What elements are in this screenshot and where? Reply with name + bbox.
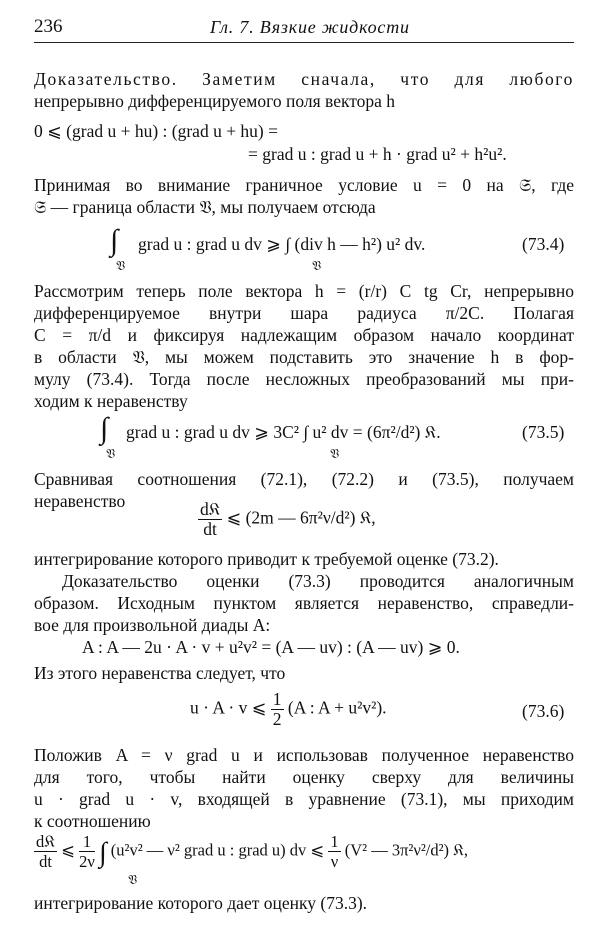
equation-line: $\frac{\text{d𝔎}}{dt}$ ⩽ $\frac{1}{2\nu}$ ∫ (u²v² — ν² grad u : grad u) dv ⩽ $\frac{1}{\nu}$ (V² — 3π²ν²/d²) 𝔎, <box>36 832 469 871</box>
page-number: 236 <box>34 16 63 37</box>
equation-line: $\frac{\text{d𝔎}}{dt}$ ⩽ (2m — 6π²ν/d²) 𝔎, <box>200 499 376 539</box>
integral-sign: ∫ <box>100 412 109 445</box>
chapter-title: Гл. 7. Вязкие жидкости <box>210 17 410 37</box>
text-line: Сравнивая соотношения (72.1), (72.2) и (73.5), получаем <box>34 469 574 489</box>
integral-domain: 𝔙 <box>116 258 126 273</box>
text-line: Доказательство оценки (73.3) проводится аналогичным <box>62 571 574 591</box>
fraction: $\frac{\text{d𝔎}}{dt}$ <box>200 499 221 539</box>
text-line: интегрирование которого приводит к требуемой оценке (73.2). <box>34 549 499 569</box>
fraction: $\frac{1}{\nu}$ <box>330 832 339 871</box>
equation-line: u · A · v ⩽ $\frac{1}{2}$ (A : A + u²v²). <box>190 689 387 729</box>
text-line: Принимая во внимание граничное условие u = 0 на 𝔖, где <box>34 175 574 195</box>
text-line: Рассмотрим теперь поле вектора h = (r/r) C tg Cr, непрерывно <box>34 281 574 301</box>
equation-line: grad u : grad u dv ⩾ 3C² ∫ u² dv = (6π²/d²) 𝔎. <box>126 422 441 442</box>
text-line: непрерывно дифференцируемого поля вектора h <box>34 91 396 111</box>
equation-number: (73.4) <box>522 234 565 254</box>
running-header <box>34 12 574 43</box>
integral-sign: ∫ <box>98 837 107 869</box>
equation-line: = grad u : grad u + h · grad u² + h²u². <box>248 144 507 164</box>
text-line: для того, чтобы найти оценку сверху для величины <box>34 767 574 787</box>
equation-line: A : A — 2u · A · v + u²v² = (A — uv) : (A — uv) ⩾ 0. <box>82 637 460 657</box>
text-line: вое для произвольной диады A: <box>34 615 271 635</box>
text-line: Доказательство. Заметим сначала, что для любого <box>34 69 574 89</box>
integral-sign: ∫ <box>110 224 119 257</box>
text-line: интегрирование которого дает оценку (73.3). <box>34 893 368 913</box>
text-line: в области 𝔙, мы можем подставить это значение h в фор- <box>34 347 574 367</box>
text-line: мулу (73.4). Тогда после несложных преобразований мы при- <box>34 369 574 389</box>
fraction: $\frac{\text{d𝔎}}{dt}$ <box>36 832 56 871</box>
text-line: C = π/d и фиксируя надлежащим образом начало координат <box>34 325 574 345</box>
equation-number: (73.5) <box>522 422 565 442</box>
fraction: $\frac{1}{2\nu}$ <box>79 832 95 871</box>
equation-number: (73.6) <box>522 701 565 721</box>
integral-domain: 𝔙 <box>106 446 116 461</box>
text-line: Из этого неравенства следует, что <box>34 663 286 683</box>
text-line: образом. Исходным пунктом является неравенство, справедли- <box>34 593 574 613</box>
integral-domain: 𝔙 <box>330 446 340 461</box>
integral-domain: 𝔙 <box>128 872 138 887</box>
text-line: u · grad u · v, входящей в уравнение (73.1), мы приходим <box>34 789 574 809</box>
text-line: неравенство <box>34 491 126 511</box>
integral-domain: 𝔙 <box>312 258 322 273</box>
text-line: к соотношению <box>34 811 151 831</box>
text-line: дифференцируемое внутри шара радиуса π/2C. Полагая <box>34 303 574 323</box>
text-line: Положив A = ν grad u и использовав полученное неравенство <box>34 745 574 765</box>
equation-line: 0 ⩽ (grad u + hu) : (grad u + hu) = <box>34 121 279 141</box>
fraction: $\frac{1}{2}$ <box>272 689 282 729</box>
text-line: ходим к неравенству <box>34 391 188 411</box>
text-line: 𝔖 — граница области 𝔙, мы получаем отсюда <box>34 197 376 217</box>
equation-line: grad u : grad u dv ⩾ ∫ (div h — h²) u² dv. <box>138 234 426 254</box>
